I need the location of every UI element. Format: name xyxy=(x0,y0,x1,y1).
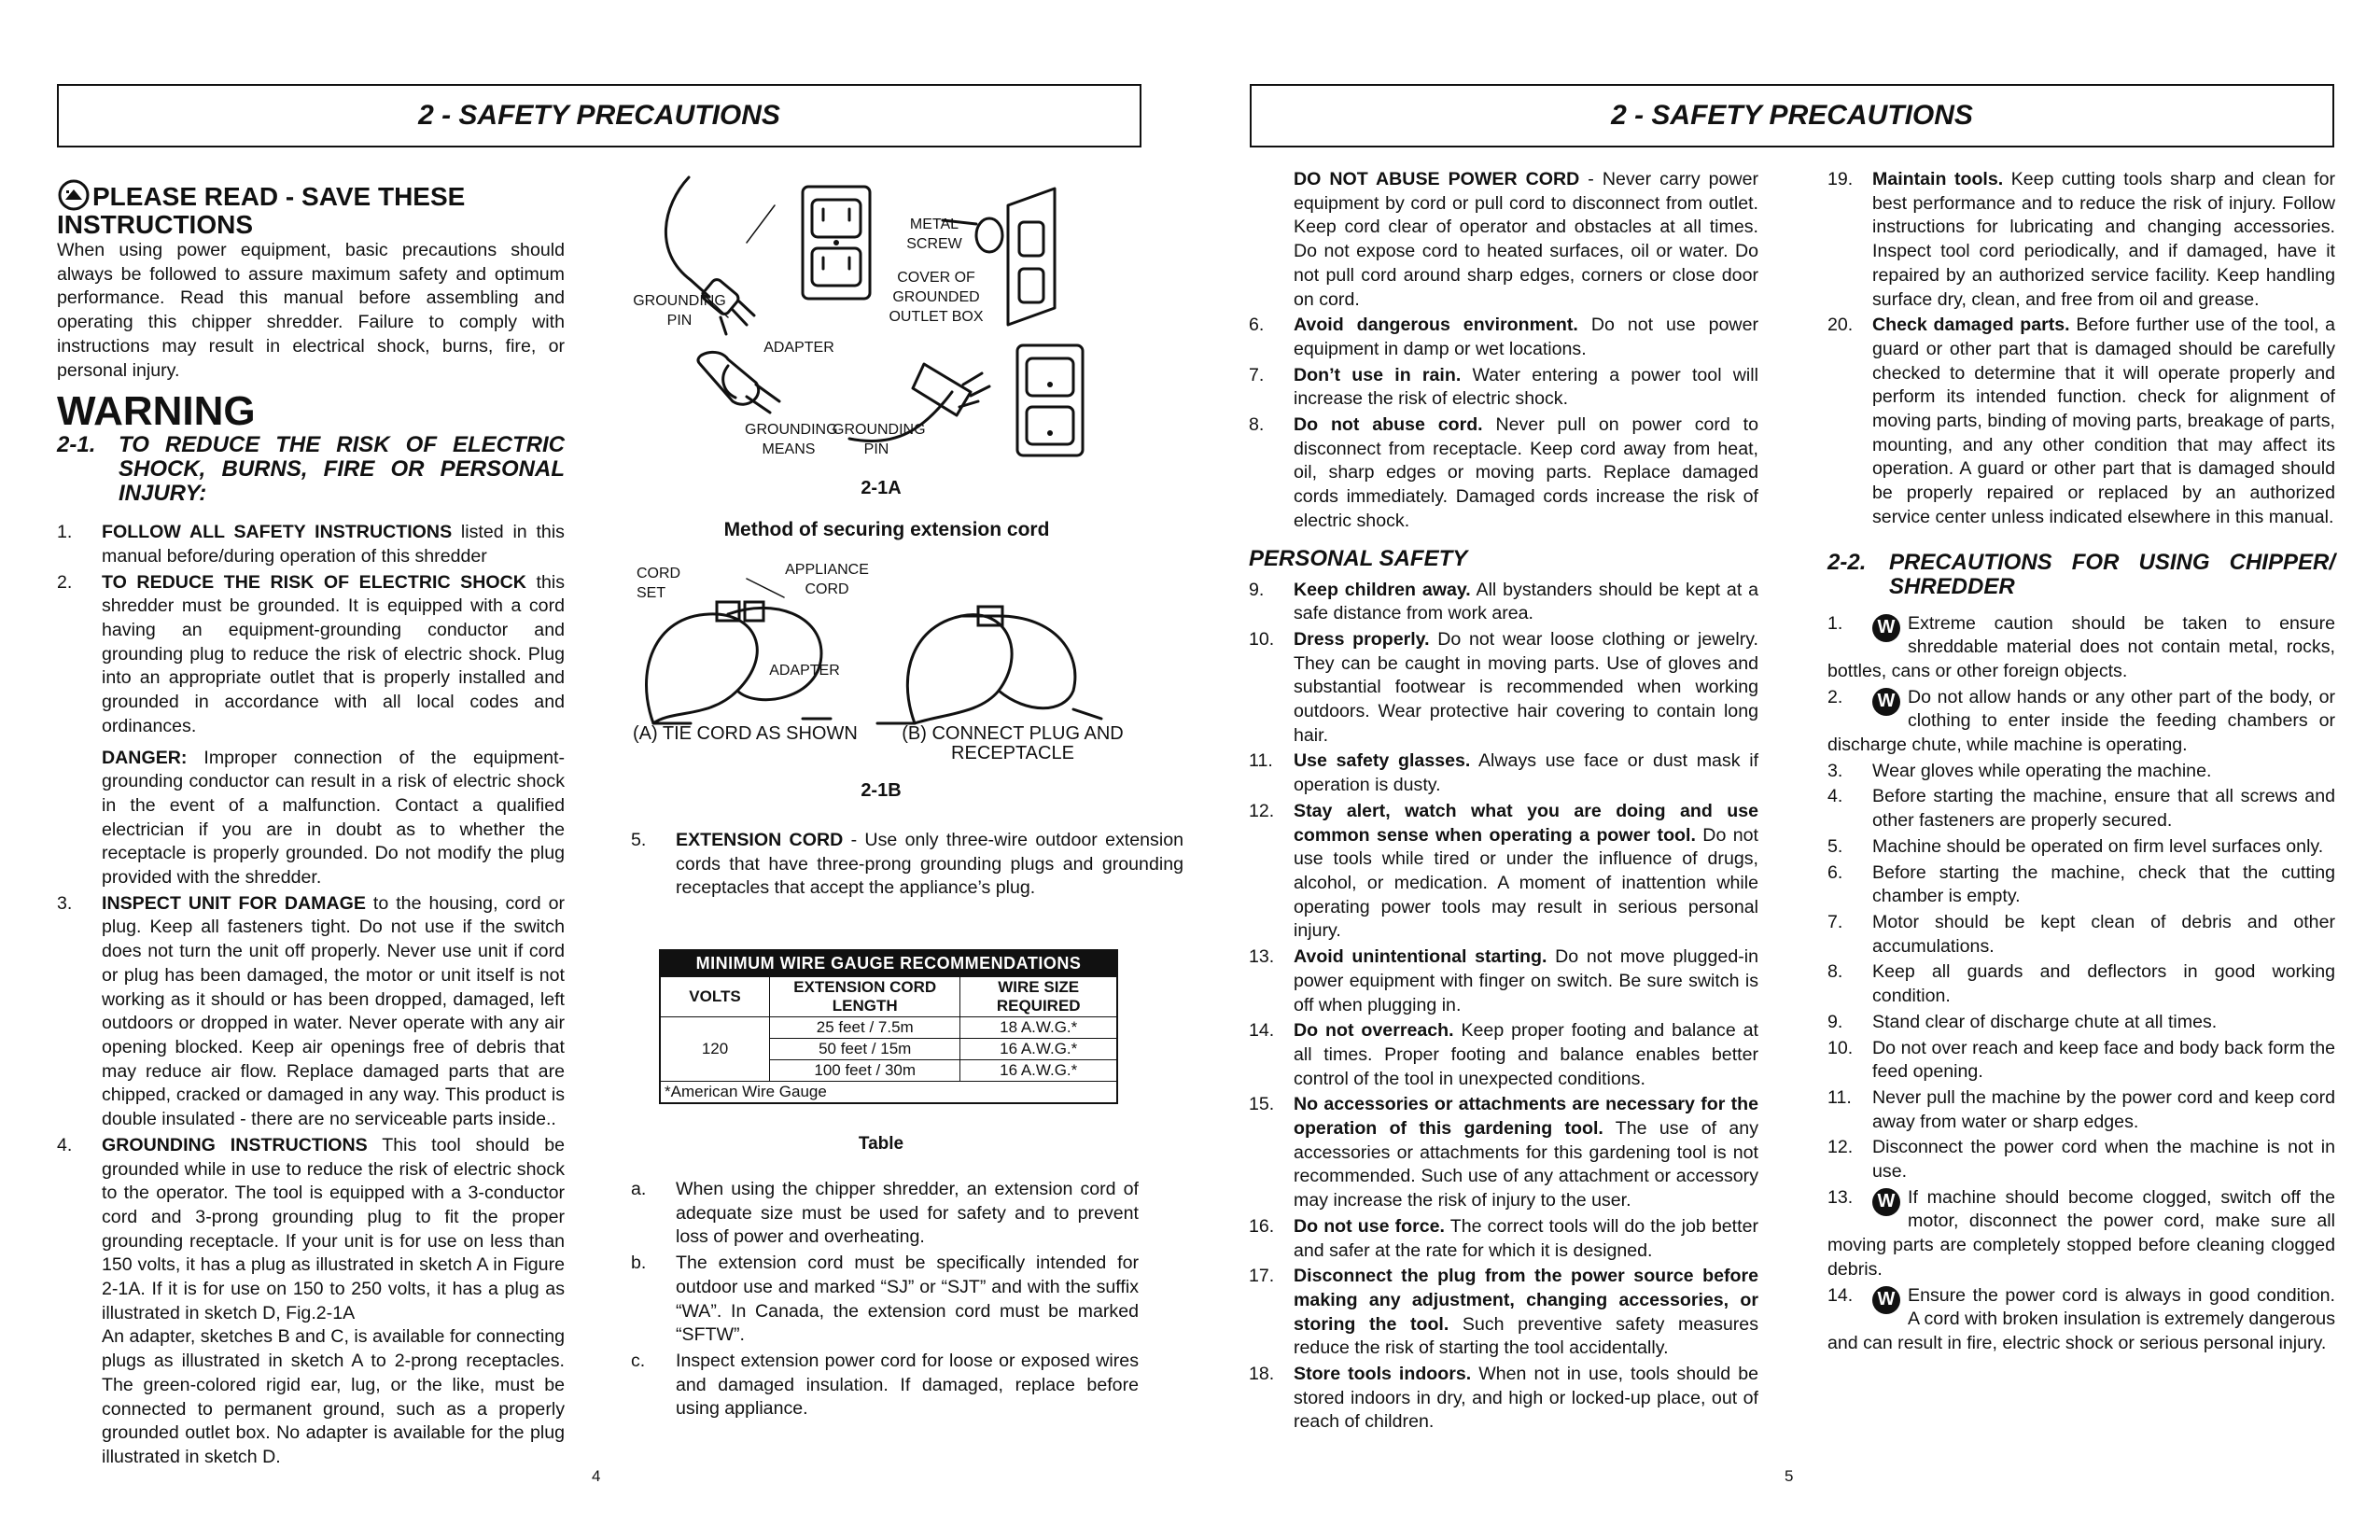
item-number: 1. xyxy=(57,522,73,543)
item-number: 2. xyxy=(1827,686,1843,707)
item-number: 19. xyxy=(1827,169,1854,189)
mid-item-7 xyxy=(1249,364,1758,412)
item-number: 20. xyxy=(1827,315,1854,336)
item-text: Inspect extension power cord for loose or exposed wires and damaged insulation. If damaged, replace before using appliance. xyxy=(676,1350,1139,1420)
label-grounding-pin: GROUNDING PIN xyxy=(633,293,726,329)
label-grounding-pin-2: GROUNDING PIN xyxy=(833,422,926,457)
danger-text: Improper connection of the equipment-grounding conductor can result in a risk of electric shock in the event of a malfunction. Contact a qualified electrician if you are in doubt as to whether the receptacle is properly grounded. Do not modify the plug provided with the shredder. xyxy=(102,747,565,889)
mid-item-14 xyxy=(1249,1019,1758,1091)
item-letter: b. xyxy=(631,1253,647,1274)
item-text: Ensure the power cord is always in good condition. A cord with broken insulation is extremely dangerous and can result in fire, electric shock or serious personal injury. xyxy=(1827,1284,2335,1353)
right-item-19 xyxy=(1827,168,2335,312)
item-text: this shredder must be grounded. It is equipped with a cord having an equipment-grounding conductor and grounding plug to reduce the risk of electric shock. Plug into an appropriate outlet that is properly installed and grounded in accordance with all local codes and ordinances. xyxy=(102,571,565,736)
mid-item-9 xyxy=(1249,579,1758,626)
item-number: 1. xyxy=(1827,612,1843,634)
adapter-note: An adapter, sketches B and C, is available for connecting plugs as illustrated in sketch A to 2-prong receptacles. The green-colored rigid ear, lug, or the like, must be connected to permanent ground, such as a properly grounded outlet box. No adapter is available for the plug illustrated in sketch D. xyxy=(102,1326,565,1467)
item-number: 11. xyxy=(1827,1086,1852,1108)
col-volts: VOLTS xyxy=(660,977,770,1017)
page-number-right: 5 xyxy=(1785,1467,1794,1485)
left-item-3 xyxy=(57,892,565,1132)
item-bold: Disconnect the plug from the power source before making any adjustment, changing accessories, or storing the tool. xyxy=(1294,1266,1758,1335)
item-number: 4. xyxy=(1827,786,1843,807)
label-grounding-means: GROUNDING MEANS xyxy=(745,422,838,457)
cell-length: 100 feet / 30m xyxy=(770,1060,960,1082)
item-text: Keep proper footing and balance at all times. Proper footing and balance enables better control of the tool in unexpected conditions. xyxy=(1294,1020,1758,1089)
cell-length: 25 feet / 7.5m xyxy=(770,1017,960,1039)
item-text: When not in use, tools should be stored indoors in dry, and high or locked-up place, out of reach of children. xyxy=(1294,1364,1758,1433)
label-tie-cord: (A) TIE CORD AS SHOWN xyxy=(633,723,858,744)
item-text: Do not use power equipment in damp or wet locations. xyxy=(1294,315,1758,359)
mid-item-11 xyxy=(1249,749,1758,797)
label-metal-screw: METAL SCREW xyxy=(906,217,962,252)
shredder-item-11 xyxy=(1827,1086,2335,1134)
mid-item-8 xyxy=(1249,413,1758,534)
item-bold: Do not abuse cord. xyxy=(1294,414,1483,436)
sketch-a-cord xyxy=(665,177,709,297)
item-text: Never pull the machine by the power cord and keep cord away from water or sharp edges. xyxy=(1872,1086,2335,1132)
warning-w-icon: W xyxy=(1872,1188,1900,1216)
item-text: Do not use tools while tired or under the influence of drugs, alcohol, or medication. A moment of inattention while operating power tools may result in serious personal injury. xyxy=(1294,824,1758,942)
item-bold: Store tools indoors. xyxy=(1294,1364,1472,1385)
shredder-item-2 xyxy=(1827,686,2335,758)
table-caption: Table xyxy=(858,1134,904,1154)
label-appliance-cord: APPLIANCE CORD xyxy=(785,562,869,597)
item-text: Before further use of the tool, a guard or other part that is damaged should be carefully checked to determine that it will operate properly and perform its intended function. check for alignment of moving parts, binding of moving parts, breakage of parts, mounting, and any other condition that may affect its operation. A guard or other part that is damaged should be properly repaired or replaced by an authorized service center unless indicated elsewhere in this manual. xyxy=(1872,315,2335,527)
label-connect-plug: (B) CONNECT PLUG AND RECEPTACLE xyxy=(902,723,1124,763)
item-letter: c. xyxy=(631,1350,646,1371)
item-text: Machine should be operated on firm level surfaces only. xyxy=(1872,835,2324,857)
item-number: 7. xyxy=(1249,364,1265,385)
item-text: - Use only three-wire outdoor extension cords that have three-prong grounding plugs and grounding receptacles that accept the appliance’s plug. xyxy=(676,830,1183,899)
wire-table-title: MINIMUM WIRE GAUGE RECOMMENDATIONS xyxy=(660,950,1117,977)
left-item-1 xyxy=(57,521,565,568)
left-header-title: 2 - SAFETY PRECAUTIONS xyxy=(418,100,780,131)
page-number-left: 4 xyxy=(592,1467,601,1485)
shredder-item-4 xyxy=(1827,785,2335,833)
col-length: EXTENSION CORD LENGTH xyxy=(770,977,960,1017)
item-number: 5. xyxy=(631,830,647,850)
item-text: Extreme caution should be taken to ensure shreddable material does not contain metal, rocks, bottles, cans or other foreign objects. xyxy=(1827,612,2335,681)
right-item-20 xyxy=(1827,314,2335,529)
mid-item-18 xyxy=(1249,1363,1758,1435)
item-number: 14. xyxy=(1827,1284,1854,1306)
item-number: 3. xyxy=(1827,760,1843,781)
item-text: The correct tools will do the job better and safer at the rate for which it is designed. xyxy=(1294,1215,1758,1261)
extension-cord-list xyxy=(631,1178,1139,1421)
item-bold: GROUNDING INSTRUCTIONS xyxy=(102,1134,368,1155)
item-text: If machine should become clogged, switch off the motor, disconnect the power cord, make sure all moving parts are completely stopped before cleaning clogged debris. xyxy=(1827,1186,2335,1280)
item-bold: Avoid dangerous environment. xyxy=(1294,315,1578,336)
mid-item-17 xyxy=(1249,1265,1758,1361)
warning-w-icon: W xyxy=(1872,1286,1900,1314)
shredder-item-7 xyxy=(1827,911,2335,959)
danger-note xyxy=(57,747,565,890)
page5-left-column xyxy=(1249,168,1758,1435)
wire-gauge-table xyxy=(659,949,1118,1104)
item-text: Do not move plugged-in power equipment with finger on switch. Be sure switch is off when plugging in. xyxy=(1294,946,1758,1015)
label-cord-set: CORD SET xyxy=(637,566,681,601)
ext-item-a xyxy=(631,1178,1139,1250)
item-text: Always use face or dust mask if operation is dusty. xyxy=(1294,750,1759,796)
item-text: Such preventive safety measures reduce the risk of starting the tool accidentally. xyxy=(1294,1313,1759,1359)
mid-item-13 xyxy=(1249,945,1758,1017)
cord-abuse-text: - Never carry power equipment by cord or pull cord to disconnect from outlet. Keep cord clear of operator and obstacles at all times. Do not expose cord to heated surfaces, oil or water. Do not pull cord around sharp edges, corners or close door on cord. xyxy=(1294,169,1758,310)
mid-item-16 xyxy=(1249,1215,1758,1263)
item-bold: TO REDUCE THE RISK OF ELECTRIC SHOCK xyxy=(102,571,526,593)
label-adapter: ADAPTER xyxy=(763,340,834,356)
item-number: 12. xyxy=(1827,1137,1854,1158)
tied-cord-loop-b xyxy=(907,615,1012,723)
warning-w-icon: W xyxy=(1872,614,1900,642)
table-row xyxy=(660,1017,1117,1039)
item-bold: Maintain tools. xyxy=(1872,169,2004,189)
cell-size: 18 A.W.G.* xyxy=(960,1017,1117,1039)
read-manual-icon xyxy=(57,179,91,211)
item-text: Stand clear of discharge chute at all times. xyxy=(1872,1011,2218,1032)
shredder-precautions-list xyxy=(1827,612,2335,1356)
item-text: Disconnect the power cord when the machine is not in use. xyxy=(1872,1137,2335,1183)
please-read-body: When using power equipment, basic precautions should always be followed to assure maximum safety and optimum performance. Read this manual before assembling and operating this chipper shredder. Failure to comply with instructions may result in electrical shock, burns, fire, or personal injury. xyxy=(57,240,565,381)
left-item-2 xyxy=(57,571,565,739)
mid-item-15 xyxy=(1249,1093,1758,1213)
item-bold: Don’t use in rain. xyxy=(1294,364,1462,385)
item-text: to the housing, cord or plug. Keep all fasteners tight. Do not use if the switch does not turn the unit off properly. Never use unit if cord or plug has been damaged, the motor or unit itself is not working as it should or has been dropped, damaged, left outdoors or dropped in water. Never operate with any air opening blocked. Keep air openings free of debris that may reduce air flow. Replace damaged parts that are chipped, cracked or damaged in any way. This product is double insulated - there are no serviceable parts inside.. xyxy=(102,892,565,1130)
item-bold: Dress properly. xyxy=(1294,628,1430,650)
item-text: Before starting the machine, check that the cutting chamber is empty. xyxy=(1872,861,2335,907)
item-bold: Use safety glasses. xyxy=(1294,750,1471,772)
section-2-2-number: 2-2. xyxy=(1827,549,1867,575)
shredder-item-13 xyxy=(1827,1186,2335,1282)
please-read-title-1: PLEASE READ - SAVE THESE xyxy=(92,182,466,211)
item-bold: Stay alert, watch what you are doing and use common sense when operating a power tool. xyxy=(1294,800,1758,846)
item-number: 14. xyxy=(1249,1020,1275,1042)
cell-volts: 120 xyxy=(660,1017,770,1082)
item-bold: Check damaged parts. xyxy=(1872,315,2070,336)
figure-2-1b xyxy=(635,560,1157,728)
item-number: 17. xyxy=(1249,1266,1275,1287)
cord-abuse-bold: DO NOT ABUSE POWER CORD xyxy=(1294,169,1580,189)
shredder-item-14 xyxy=(1827,1284,2335,1356)
shredder-item-3 xyxy=(1827,760,2335,784)
item-number: 9. xyxy=(1827,1011,1843,1032)
shredder-item-1 xyxy=(1827,612,2335,684)
item-bold: No accessories or attachments are necessary for the operation of this gardening tool. xyxy=(1294,1094,1758,1140)
label-adapter-2: ADAPTER xyxy=(769,663,840,679)
item-number: 13. xyxy=(1827,1186,1854,1208)
right-page-header xyxy=(1250,84,2334,147)
warning-heading: WARNING xyxy=(57,388,256,435)
item-number: 3. xyxy=(57,892,73,914)
item-number: 7. xyxy=(1827,911,1843,932)
item-number: 8. xyxy=(1827,961,1843,983)
ext-item-c xyxy=(631,1350,1139,1421)
item-text: This tool should be grounded while in use to reduce the risk of electric shock to the operator. The tool is equipped with a 3-conductor cord and 3-prong grounding plug to fit the proper grounding receptacle. If your unit is for use on less than 150 volts, it has a plug as illustrated in sketch A in Figure 2-1A. If it is for use on 150 to 250 volts, it has a plug as illustrated in sketch D, Fig.2-1A xyxy=(102,1134,566,1323)
left-page-header xyxy=(57,84,1141,147)
method-title: Method of securing extension cord xyxy=(723,519,1050,540)
item-text: Wear gloves while operating the machine. xyxy=(1872,760,2212,781)
item-5-extension-cord xyxy=(631,829,1183,901)
right-header-title: 2 - SAFETY PRECAUTIONS xyxy=(1611,100,1973,131)
item-text: Keep cutting tools sharp and clean for best performance and to reduce the risk of injury. Follow instructions for lubricating and changing accessories. Inspect tool cord periodically, and if damaged, have it repaired by an authorized service facility. Keep handling surface dry, clean, and free from oil and grease. xyxy=(1872,169,2335,310)
shredder-item-10 xyxy=(1827,1037,2335,1085)
item-number: 8. xyxy=(1249,414,1265,436)
item-number: 11. xyxy=(1249,750,1273,772)
item-bold: FOLLOW ALL SAFETY INSTRUCTIONS xyxy=(102,522,453,543)
item-text: Water entering a power tool will increase the risk of electric shock. xyxy=(1294,364,1758,410)
item-text: Keep all guards and deflectors in good working condition. xyxy=(1872,961,2335,1007)
item-number: 2. xyxy=(57,571,73,593)
item-number: 10. xyxy=(1827,1037,1854,1058)
table-footnote: *American Wire Gauge xyxy=(660,1082,1117,1104)
item-bold: Avoid unintentional starting. xyxy=(1294,946,1547,968)
shredder-item-12 xyxy=(1827,1136,2335,1183)
item-number: 13. xyxy=(1249,946,1275,968)
tied-cord-loop-a xyxy=(647,614,758,723)
item-number: 6. xyxy=(1249,315,1265,336)
cord-abuse-note xyxy=(1249,168,1758,312)
mid-item-10 xyxy=(1249,628,1758,749)
ext-item-b xyxy=(631,1252,1139,1348)
item-bold: EXTENSION CORD xyxy=(676,830,844,850)
item-bold: INSPECT UNIT FOR DAMAGE xyxy=(102,892,366,914)
item-number: 5. xyxy=(1827,835,1843,857)
personal-safety-heading: PERSONAL SAFETY xyxy=(1249,545,1468,571)
item-bold: Do not use force. xyxy=(1294,1215,1446,1237)
item-text: Do not over reach and keep face and body back form the feed opening. xyxy=(1872,1037,2335,1083)
item-text: The extension cord must be specifically intended for outdoor use and marked “SJ” or “SJT” and with the suffix “WA”. In Canada, the extension cord must be marked “SFTW”. xyxy=(676,1253,1139,1346)
danger-label: DANGER: xyxy=(102,747,188,768)
please-read-heading xyxy=(57,183,565,239)
mid-item-6 xyxy=(1249,314,1758,361)
item-text: Do not wear loose clothing or jewelry. They can be caught in moving parts. Use of gloves and substantial footwear is recommended when working outdoors. Wear protective hair covering to contain long hair. xyxy=(1294,628,1759,746)
page5-right-column xyxy=(1827,168,2335,1356)
figure-2-1a-caption: 2-1A xyxy=(861,478,902,498)
item-text: Motor should be kept clean of debris and other accumulations. xyxy=(1872,911,2335,957)
item-bold: Keep children away. xyxy=(1294,579,1471,600)
cell-size: 16 A.W.G.* xyxy=(960,1060,1117,1082)
figure-2-1b-caption: 2-1B xyxy=(861,780,902,801)
item-number: 12. xyxy=(1249,800,1275,821)
mid-item-12 xyxy=(1249,800,1758,944)
col-size: WIRE SIZE REQUIRED xyxy=(960,977,1117,1017)
please-read-title-2: INSTRUCTIONS xyxy=(57,210,253,239)
item-text: Before starting the machine, ensure that all screws and other fasteners are properly secured. xyxy=(1872,786,2335,832)
item-number: 10. xyxy=(1249,628,1275,650)
item-text: Do not allow hands or any other part of the body, or clothing to enter inside the feeding chambers or discharge chute, while machine is operating. xyxy=(1827,686,2335,756)
item-text: All bystanders should be kept at a safe distance from work area. xyxy=(1294,579,1759,624)
cell-size: 16 A.W.G.* xyxy=(960,1039,1117,1060)
section-2-1-title: TO REDUCE THE RISK OF ELECTRIC SHOCK, BURNS, FIRE OR PERSONAL INJURY: xyxy=(119,432,565,507)
item-number: 16. xyxy=(1249,1215,1275,1237)
shredder-item-5 xyxy=(1827,835,2335,860)
label-outlet-box-cover: COVER OF GROUNDED OUTLET BOX xyxy=(889,270,984,325)
cell-length: 50 feet / 15m xyxy=(770,1039,960,1060)
item-number: 15. xyxy=(1249,1094,1275,1115)
shredder-item-8 xyxy=(1827,960,2335,1008)
section-2-1-number: 2-1. xyxy=(57,432,96,458)
item-number: 6. xyxy=(1827,861,1843,883)
item-number: 9. xyxy=(1249,579,1265,600)
section-2-2-title: PRECAUTIONS FOR USING CHIPPER/ SHREDDER xyxy=(1889,549,2335,599)
item-number: 18. xyxy=(1249,1364,1275,1385)
item-bold: Do not overreach. xyxy=(1294,1020,1454,1042)
section-2-1-heading xyxy=(57,433,565,506)
item-text: The use of any accessories or attachments for this gardening tool is not recommended. Such use of any attachment or accessory may increase the risk of injury to the user. xyxy=(1294,1118,1758,1211)
warning-w-icon: W xyxy=(1872,688,1900,716)
left-column xyxy=(57,183,565,1470)
item-letter: a. xyxy=(631,1179,647,1199)
left-item-4 xyxy=(57,1134,565,1326)
adapter-body xyxy=(698,352,759,404)
shredder-item-9 xyxy=(1827,1011,2335,1035)
item-number: 4. xyxy=(57,1134,73,1155)
section-2-2-heading xyxy=(1827,551,2335,599)
shredder-item-6 xyxy=(1827,861,2335,909)
item-text: Never pull on power cord to disconnect from receptacle. Keep cord away from heat, oil, sharp edges or moving parts. Replace damaged cords immediately. Damaged cords increase the risk of electric shock. xyxy=(1294,414,1759,531)
item-text: listed in this manual before/during operation of this shredder xyxy=(102,522,565,567)
item-text: When using the chipper shredder, an extension cord of adequate size must be used for safety and to prevent loss of power and overheating. xyxy=(676,1179,1139,1248)
